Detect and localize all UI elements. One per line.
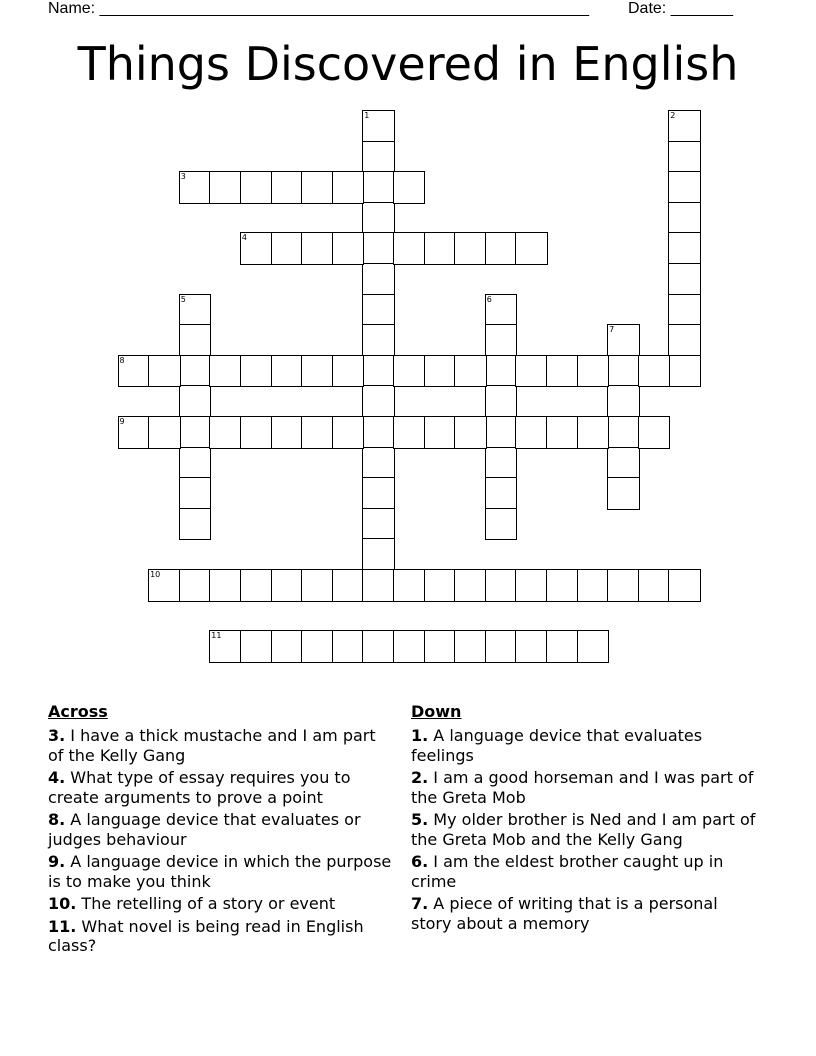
crossword-cell[interactable] [638,355,671,388]
crossword-cell[interactable] [607,324,640,357]
crossword-cell[interactable] [179,294,212,327]
clue-number: 6. [411,852,429,871]
crossword-cell[interactable] [209,416,242,449]
crossword-cell[interactable] [668,141,701,174]
crossword-cell[interactable] [515,630,548,663]
crossword-cell[interactable] [362,569,395,602]
clue-text: A language device in which the purpose is to make you think [48,852,392,891]
crossword-cell[interactable] [546,569,579,602]
crossword-cell[interactable] [668,232,701,265]
clue-number: 9. [48,852,66,871]
crossword-cell[interactable] [148,355,181,388]
down-clue-list [411,726,756,933]
crossword-cell[interactable] [362,141,395,174]
crossword-cell[interactable] [607,385,640,418]
crossword-cell[interactable] [332,232,365,265]
crossword-cell[interactable] [393,171,426,204]
across-clue-3 [48,726,393,765]
crossword-cell[interactable] [179,447,212,480]
down-heading: Down [411,702,462,721]
across-clue-list [48,726,393,956]
crossword-cell[interactable] [240,355,273,388]
crossword-cell[interactable] [362,232,395,265]
crossword-cell[interactable] [485,385,518,418]
crossword-cell[interactable] [454,355,487,388]
crossword-cell[interactable] [424,355,457,388]
crossword-cell[interactable] [607,447,640,480]
crossword-cell[interactable] [362,324,395,357]
clue-number: 7. [411,894,429,913]
crossword-cell[interactable] [362,294,395,327]
crossword-cell[interactable] [485,232,518,265]
crossword-cell[interactable] [607,477,640,510]
crossword-cell[interactable] [362,202,395,235]
crossword-cell[interactable] [485,477,518,510]
crossword-cell[interactable] [485,324,518,357]
crossword-cell[interactable] [179,477,212,510]
down-clue-7 [411,894,756,933]
crossword-cell[interactable] [332,630,365,663]
crossword-cell[interactable] [301,630,334,663]
crossword-cell[interactable] [209,630,242,663]
crossword-cell[interactable] [362,355,395,388]
crossword-cell[interactable] [454,232,487,265]
clue-text: A piece of writing that is a personal story about a memory [411,894,718,933]
crossword-cell[interactable] [362,171,395,204]
across-clue-9 [48,852,393,891]
crossword-cell[interactable] [362,538,395,571]
crossword-cell[interactable] [118,416,151,449]
crossword-cell[interactable] [362,110,395,143]
crossword-cell[interactable] [393,355,426,388]
crossword-cell[interactable] [148,416,181,449]
clue-number: 2. [411,768,429,787]
clue-text: My older brother is Ned and I am part of the Greta Mob and the Kelly Gang [411,810,756,849]
crossword-cell[interactable] [668,171,701,204]
crossword-cell[interactable] [362,416,395,449]
clue-number: 4. [48,768,66,787]
crossword-cell[interactable] [362,477,395,510]
crossword-cell[interactable] [393,630,426,663]
across-clue-11 [48,917,393,956]
clue-number: 10. [48,894,77,913]
crossword-cell[interactable] [332,569,365,602]
crossword-cell[interactable] [179,324,212,357]
crossword-cell[interactable] [179,171,212,204]
cell-number: 3 [180,172,186,182]
cell-number: 1 [364,111,370,120]
crossword-cell[interactable] [393,416,426,449]
crossword-cell[interactable] [301,355,334,388]
crossword-cell[interactable] [515,355,548,388]
clue-text: What novel is being read in English class? [48,916,364,955]
crossword-cell[interactable] [485,630,518,663]
crossword-cell[interactable] [546,416,579,449]
crossword-cell[interactable] [638,416,671,449]
crossword-cell[interactable] [393,232,426,265]
crossword-cell[interactable] [240,416,273,449]
crossword-cell[interactable] [240,171,273,204]
clue-text: What type of essay requires you to create arguments to prove a point [48,768,351,807]
cell-number: 9 [119,417,125,426]
crossword-cell[interactable] [454,630,487,663]
cell-number: 8 [119,355,125,365]
crossword-cell[interactable] [301,569,334,602]
crossword-cell[interactable] [240,232,273,265]
crossword-cell[interactable] [301,232,334,265]
crossword-cell[interactable] [301,171,334,204]
crossword-cell[interactable] [607,569,640,602]
crossword-cell[interactable] [577,630,610,663]
crossword-cell[interactable] [668,324,701,357]
clue-text: I am a good horseman and I was part of the Greta Mob [411,768,754,807]
crossword-cell[interactable] [668,202,701,235]
across-clue-10 [48,894,393,914]
crossword-cell[interactable] [485,416,518,449]
name-field[interactable]: Name: _______________________________________________________ [48,0,589,17]
crossword-cell[interactable] [179,569,212,602]
crossword-cell[interactable] [240,569,273,602]
cell-number: 2 [670,111,676,120]
clue-number: 1. [411,726,429,745]
down-clue-1 [411,726,756,765]
crossword-cell[interactable] [209,171,242,204]
crossword-cell[interactable] [179,508,212,541]
crossword-cell[interactable] [577,416,610,449]
crossword-cell[interactable] [668,263,701,296]
clue-number: 11. [48,916,77,936]
crossword-cell[interactable] [271,355,304,388]
crossword-cell[interactable] [454,416,487,449]
crossword-cell[interactable] [515,232,548,265]
crossword-cell[interactable] [271,232,304,265]
crossword-cell[interactable] [485,508,518,541]
crossword-cell[interactable] [362,630,395,663]
crossword-cell[interactable] [515,416,548,449]
crossword-cell[interactable] [485,294,518,327]
down-clue-6 [411,852,756,891]
clue-number: 5. [411,810,429,829]
crossword-cell[interactable] [179,385,212,418]
clue-text: I am the eldest brother caught up in crime [411,852,724,891]
crossword-cell[interactable] [271,630,304,663]
crossword-cell[interactable] [118,355,151,388]
crossword-cell[interactable] [424,630,457,663]
crossword-cell[interactable] [668,355,701,388]
clue-text: A language device that evaluates feelings [411,726,703,765]
crossword-cell[interactable] [668,294,701,327]
crossword-cell[interactable] [332,416,365,449]
cell-number: 11 [211,631,222,641]
crossword-cell[interactable] [546,355,579,388]
crossword-cell[interactable] [271,416,304,449]
across-clues [48,702,393,959]
crossword-cell[interactable] [271,569,304,602]
crossword-cell[interactable] [393,569,426,602]
crossword-cell[interactable] [638,569,671,602]
clue-text: I have a thick mustache and I am part of the Kelly Gang [48,726,376,765]
date-field[interactable]: Date: _______ [628,0,733,17]
crossword-cell[interactable] [607,416,640,449]
cell-number: 4 [241,233,247,243]
crossword-cell[interactable] [301,416,334,449]
across-clue-4 [48,768,393,807]
crossword-cell[interactable] [240,630,273,663]
down-clue-5 [411,810,756,849]
crossword-cell[interactable] [209,569,242,602]
down-clues [411,702,756,936]
across-heading: Across [48,702,108,721]
crossword-cell[interactable] [424,416,457,449]
down-clue-2 [411,768,756,807]
crossword-cell[interactable] [668,569,701,602]
crossword-cell[interactable] [148,569,181,602]
crossword-cell[interactable] [209,355,242,388]
crossword-cell[interactable] [485,447,518,480]
cell-number: 5 [180,294,186,304]
crossword-cell[interactable] [362,263,395,296]
cell-number: 6 [486,294,492,304]
clue-number: 3. [48,726,66,745]
crossword-cell[interactable] [577,355,610,388]
crossword-cell[interactable] [454,569,487,602]
page-title: Things Discovered in English [77,37,739,91]
crossword-cell[interactable] [362,447,395,480]
crossword-cell[interactable] [271,171,304,204]
crossword-cell[interactable] [332,171,365,204]
crossword-cell[interactable] [362,508,395,541]
crossword-cell[interactable] [485,569,518,602]
across-clue-8 [48,810,393,849]
crossword-cell[interactable] [362,385,395,418]
cell-number: 10 [150,570,161,579]
crossword-cell[interactable] [515,569,548,602]
clue-text: The retelling of a story or event [76,894,336,913]
clue-number: 8. [48,810,66,829]
crossword-cell[interactable] [668,110,701,143]
crossword-cell[interactable] [424,569,457,602]
clue-text: A language device that evaluates or judges behaviour [48,810,361,849]
crossword-cell[interactable] [179,355,212,388]
crossword-cell[interactable] [179,416,212,449]
cell-number: 7 [609,325,615,335]
crossword-cell[interactable] [607,355,640,388]
crossword-cell[interactable] [424,232,457,265]
crossword-cell[interactable] [332,355,365,388]
crossword-cell[interactable] [577,569,610,602]
crossword-cell[interactable] [485,355,518,388]
crossword-cell[interactable] [546,630,579,663]
